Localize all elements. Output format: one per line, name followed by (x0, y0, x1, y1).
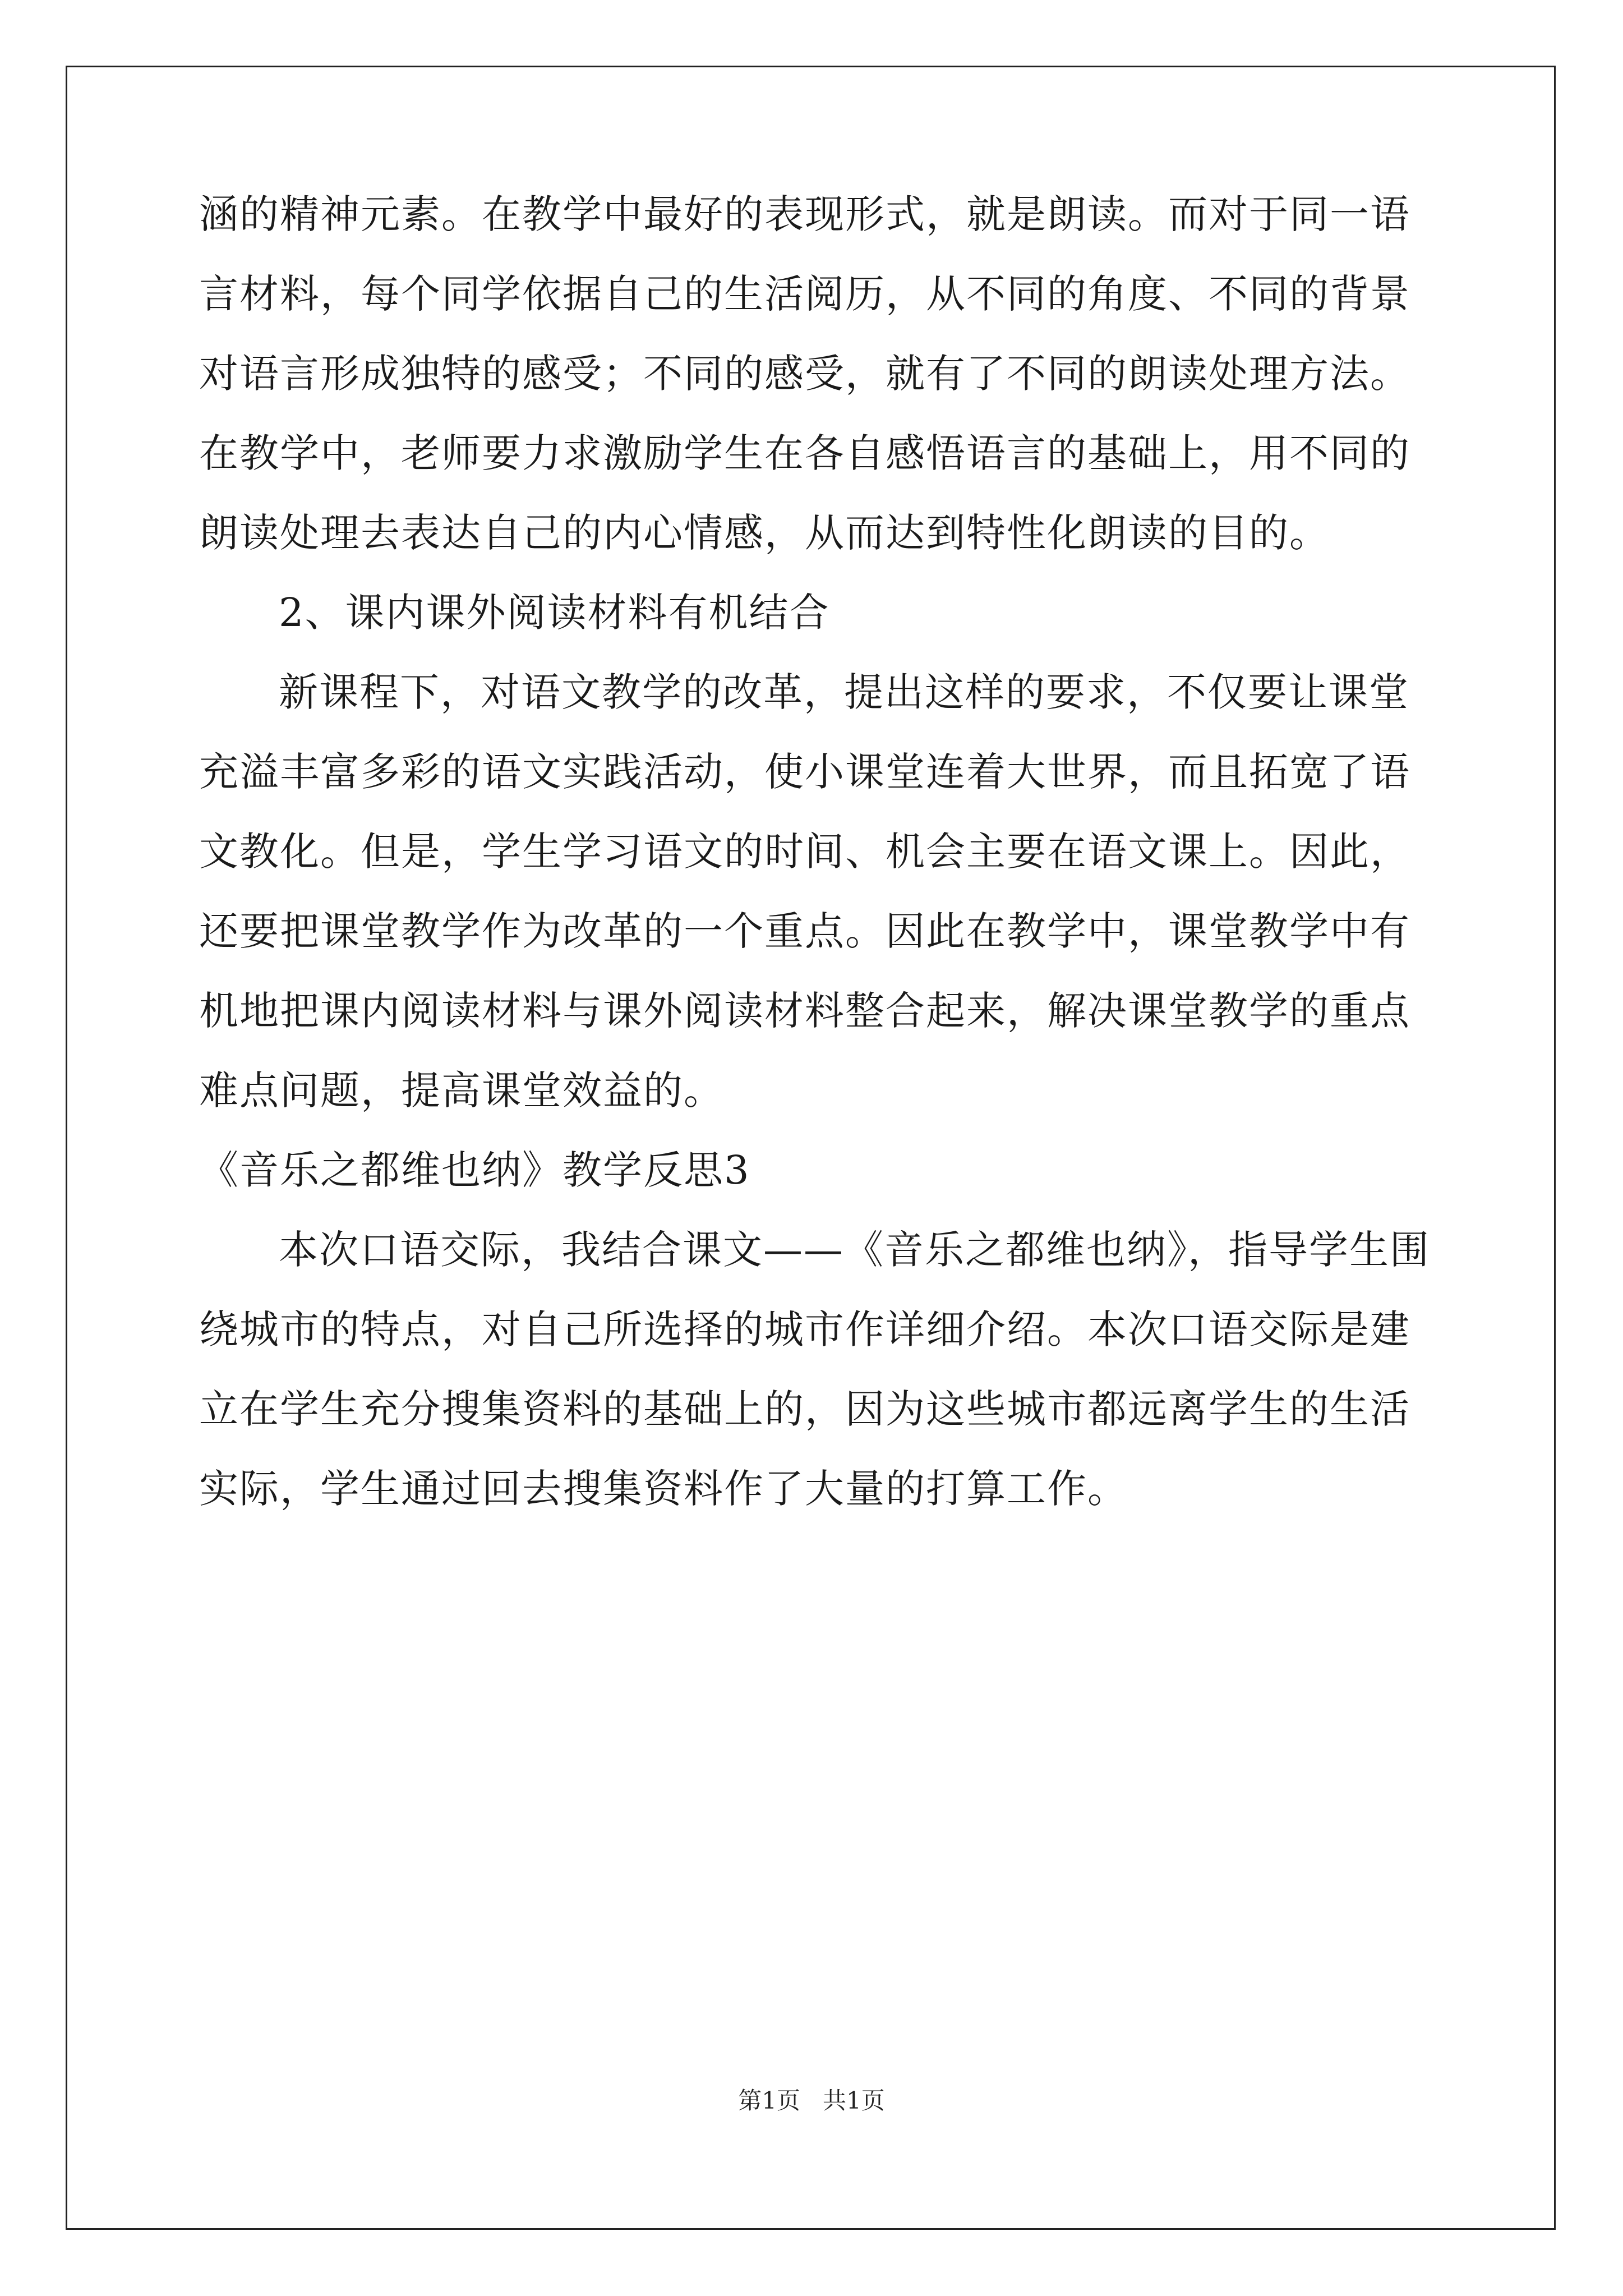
text-line: 朗读处理去表达自己的内心情感，从而达到特性化朗读的目的。 (199, 510, 1330, 556)
text-line: 实际，学生通过回去搜集资料作了大量的打算工作。 (199, 1466, 1128, 1512)
text-line: 文教化。但是，学生学习语文的时间、机会主要在语文课上。因此， (199, 829, 1410, 875)
text-line: 绕城市的特点，对自己所选择的城市作详细介绍。本次口语交际是建 (199, 1306, 1410, 1352)
text-line: 对语言形成独特的感受；不同的感受，就有了不同的朗读处理方法。 (199, 351, 1410, 397)
text-line: 机地把课内阅读材料与课外阅读材料整合起来，解决课堂教学的重点 (199, 988, 1410, 1034)
text-line: 在教学中，老师要力求激励学生在各自感悟语言的基础上，用不同的 (199, 430, 1410, 476)
section-heading: 2、课内课外阅读材料有机结合 (279, 590, 830, 636)
article-title: 《音乐之都维也纳》教学反思3 (199, 1147, 750, 1193)
text-line: 充溢丰富多彩的语文实践活动，使小课堂连着大世界，而且拓宽了语 (199, 749, 1410, 795)
page-footer: 第1页 共1页 (738, 2087, 885, 2114)
text-line: 立在学生充分搜集资料的基础上的，因为这些城市都远离学生的生活 (199, 1386, 1410, 1432)
text-line: 言材料，每个同学依据自己的生活阅历，从不同的角度、不同的背景 (199, 271, 1410, 317)
document-body (199, 188, 1433, 1542)
text-line: 本次口语交际，我结合课文——《音乐之都维也纳》，指导学生围 (279, 1227, 1430, 1273)
text-line: 还要把课堂教学作为改革的一个重点。因此在教学中，课堂教学中有 (199, 908, 1410, 954)
text-line: 涵的精神元素。在教学中最好的表现形式，就是朗读。而对于同一语 (199, 191, 1410, 237)
text-line: 难点问题，提高课堂效益的。 (199, 1068, 724, 1114)
text-line: 新课程下，对语文教学的改革，提出这样的要求，不仅要让课堂 (279, 669, 1409, 715)
